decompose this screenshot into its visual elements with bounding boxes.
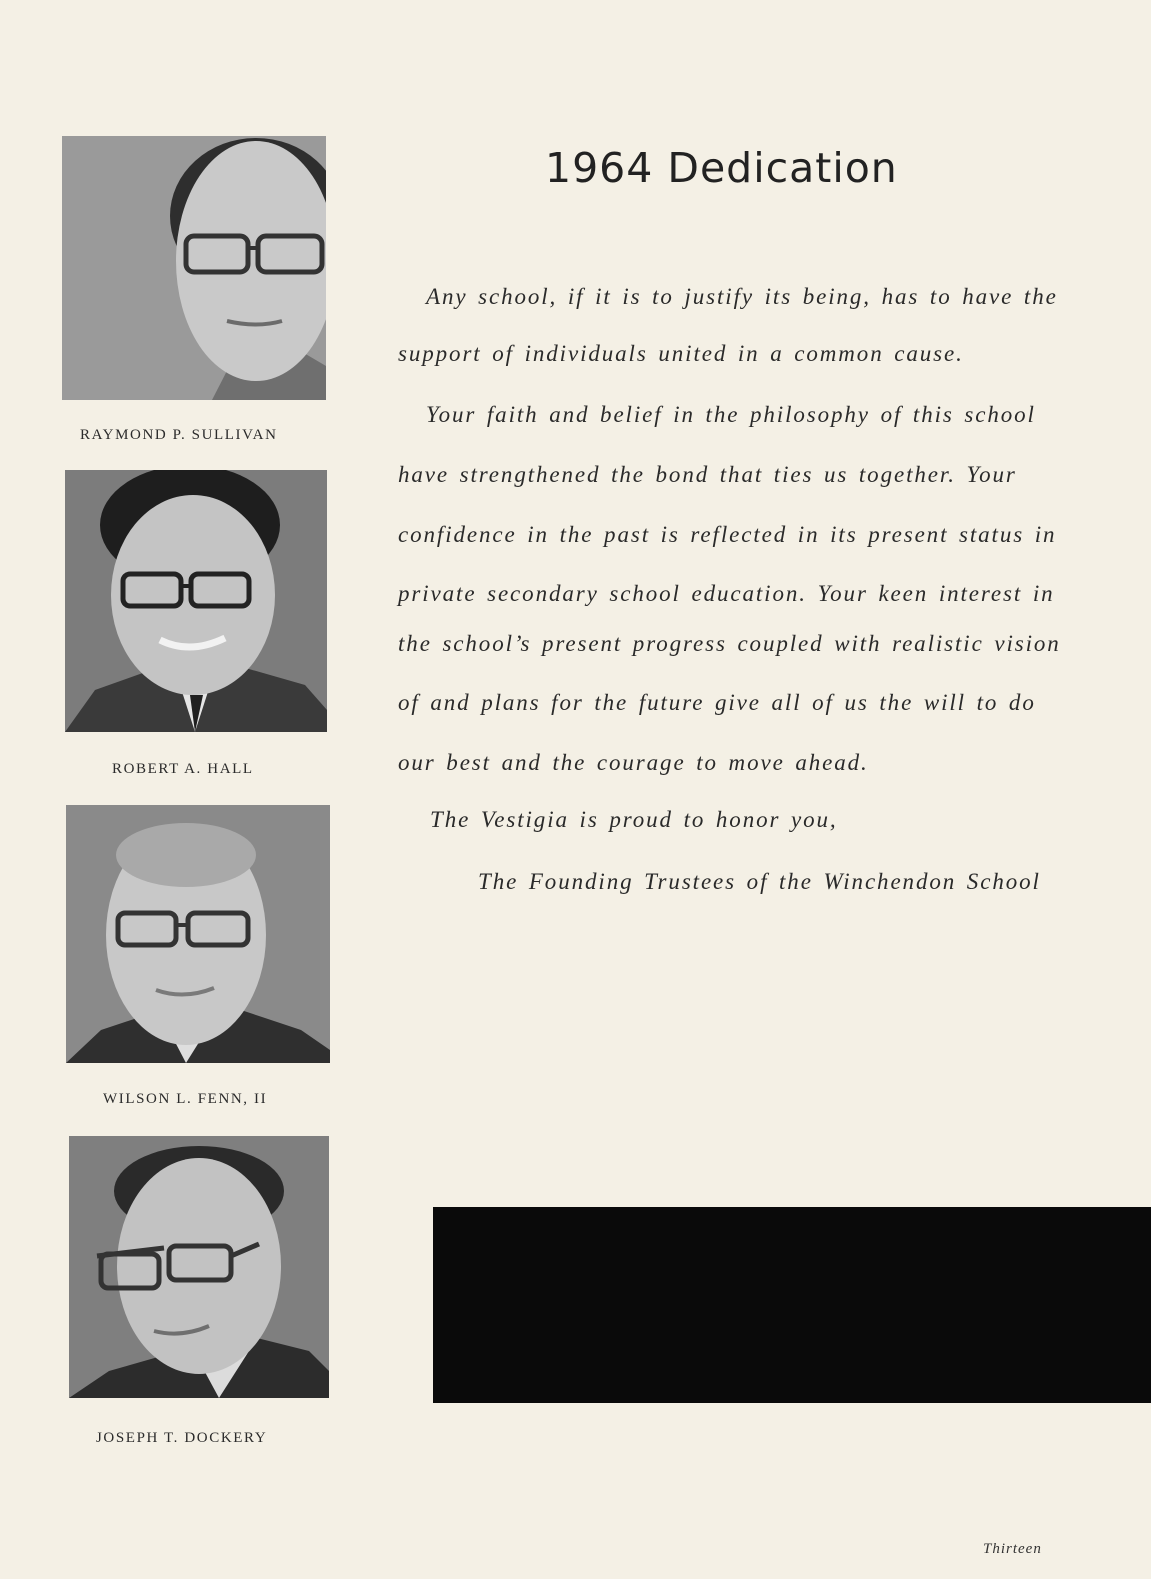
black-band	[433, 1207, 1151, 1403]
dedication-line: Any school, if it is to justify its being, has to have the	[426, 284, 1058, 309]
dedication-signature: The Founding Trustees of the Winchendon School	[478, 869, 1041, 894]
portrait-photo-fenn	[66, 805, 330, 1063]
dedication-closing: The Vestigia is proud to honor you,	[430, 807, 838, 832]
portrait-photo-sullivan	[62, 136, 326, 400]
dedication-line: private secondary school education. Your keen interest in	[398, 581, 1055, 606]
dedication-line: have strengthened the bond that ties us together. Your	[398, 462, 1017, 487]
dedication-line: of and plans for the future give all of us the will to do	[398, 690, 1036, 715]
dedication-line: support of individuals united in a common cause.	[398, 341, 964, 366]
portrait-photo-hall	[65, 470, 327, 732]
page-number: Thirteen	[983, 1541, 1042, 1557]
portrait-caption-sullivan: RAYMOND P. SULLIVAN	[80, 427, 278, 443]
dedication-line: our best and the courage to move ahead.	[398, 750, 869, 775]
dedication-line: the school’s present progress coupled with realistic vision	[398, 631, 1061, 656]
portrait-caption-hall: ROBERT A. HALL	[112, 761, 254, 777]
page-title: 1964 Dedication	[545, 144, 898, 192]
dedication-line: confidence in the past is reflected in its present status in	[398, 522, 1057, 547]
portrait-caption-fenn: WILSON L. FENN, II	[103, 1091, 268, 1107]
dedication-line: Your faith and belief in the philosophy of this school	[426, 402, 1036, 427]
portrait-photo-dockery	[69, 1136, 329, 1398]
portrait-caption-dockery: JOSEPH T. DOCKERY	[96, 1430, 268, 1446]
